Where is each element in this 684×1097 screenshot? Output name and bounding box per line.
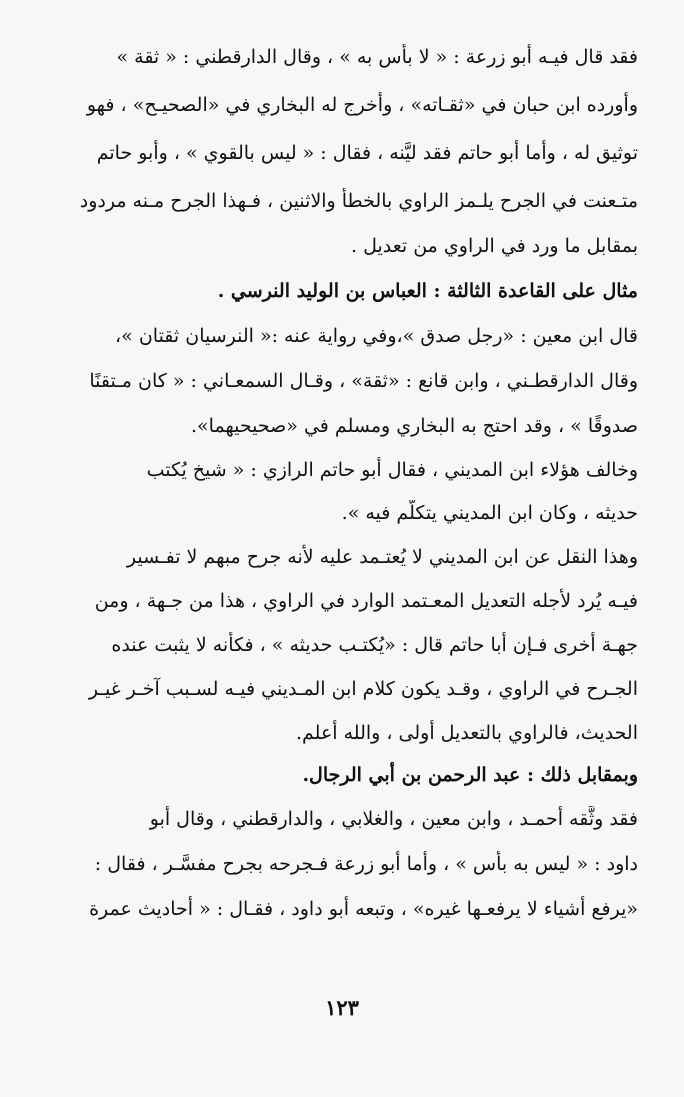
text-line: وقال الدارقطـني ، وابن قانع : «ثقة» ، وقـال السمعـاني : « كان مـتقنًا [89,370,638,392]
text-line: صدوقًا » ، وقد احتج به البخاري ومسلم في «صحيحيهما». [190,415,638,437]
text-line: داود : « ليس به بأس » ، وأما أبو زرعة فـجرحه بجرح مفسَّـر ، فقال : [94,853,638,875]
text-line: وهذا النقل عن ابن المديني لا يُعتـمد عليه لأنه جرح مبهم لا تفـسير [126,546,638,568]
text-line: توثيق له ، وأما أبو حاتم فقد ليَّنه ، فقال : « ليس بالقوي » ، وأبو حاتم [96,142,638,164]
text-line: فيـه يُرد لأجله التعديل المعـتمد الوارد في الراوي ، هذا من جـهة ، ومن [94,590,638,612]
example-heading: مثال على القاعدة الثالثة : العباس بن الوليد النرسي . [217,280,638,302]
page-number: ١٢٣ [325,995,359,1020]
text-line: حديثه ، وكان ابن المديني يتكلَّم فيه ». [341,502,638,524]
text-line: الحديث، فالراوي بالتعديل أولى ، والله أعلم. [295,722,638,744]
text-line: بمقابل ما ورد في الراوي من تعديل . [351,235,638,257]
text-line: وأورده ابن حبان في «ثقـاته» ، وأخرج له البخاري في «الصحيـح» ، فهو [86,94,638,116]
text-line: جهـة أخرى فـإن أبا حاتم قال : «يُكتـب حديثه » ، فكأنه لا يثبت عنده [111,634,638,656]
text-line: «يرفع أشياء لا يرفعـها غيره» ، وتبعه أبو داود ، فقـال : « أحاديث عمرة [89,898,638,920]
text-line: فقد قال فيـه أبو زرعة : « لا بأس به » ، وقال الدارقطني : « ثقة » [116,46,638,68]
counter-example-heading: وبمقابل ذلك : عبد الرحمن بن أبي الرجال. [302,764,638,786]
text-line: متـعنت في الجرح يلـمز الراوي بالخطأ والاثنين ، فـهذا الجرح مـنه مردود [79,190,638,212]
text-line: وخالف هؤلاء ابن المديني ، فقال أبو حاتم الرازي : « شيخ يُكتب [146,459,638,481]
text-line: فقد وثَّقه أحمـد ، وابن معين ، والغلابي ، والدارقطني ، وقال أبو [149,808,638,830]
text-line: قال ابن معين : «رجل صدق »،وفي رواية عنه :« النرسيان ثقتان »، [115,325,638,347]
text-line: الجـرح في الراوي ، وقـد يكون كلام ابن المـديني فيـه لسـبب آخـر غيـر [88,678,638,700]
